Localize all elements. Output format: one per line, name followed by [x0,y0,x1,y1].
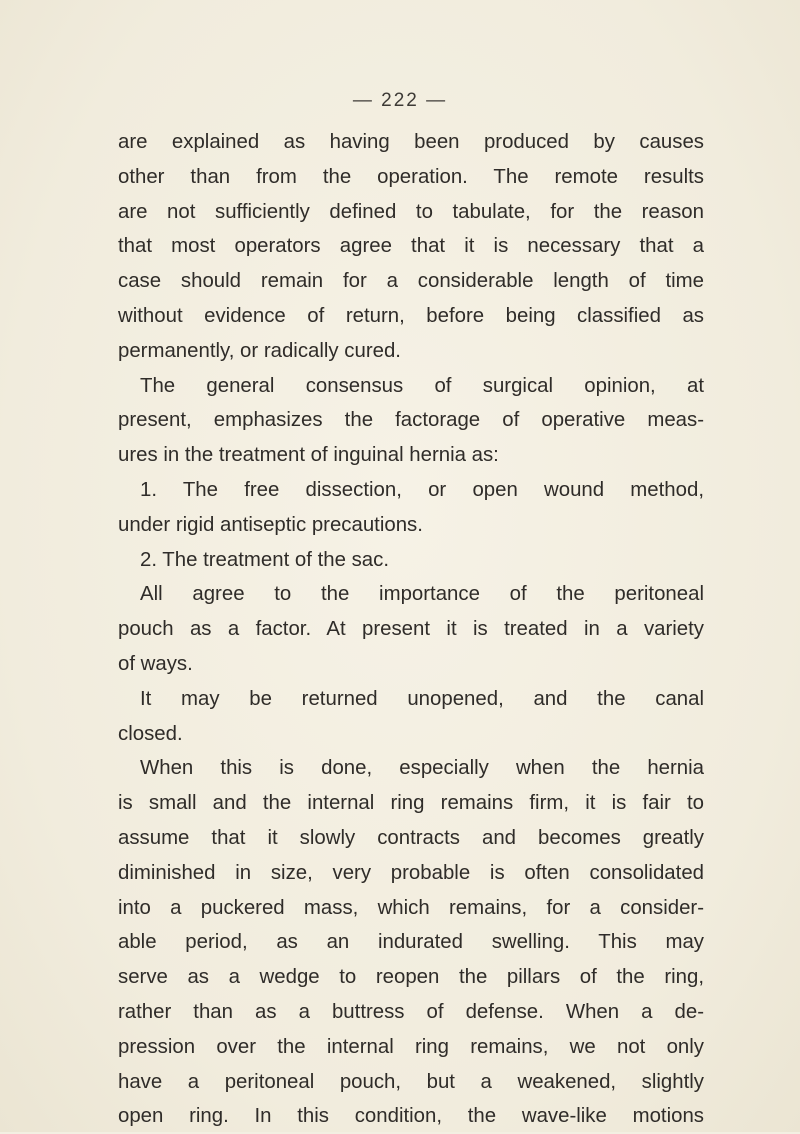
text-line: pouch as a factor. At present it is treated in a variety [118,618,704,641]
text-line: case should remain for a considerable length of time [118,270,704,293]
text-line: permanently, or radically cured. [118,339,401,362]
text-line: present, emphasizes the factorage of operative meas- [118,409,704,432]
text-line: closed. [118,722,183,745]
text-line: The general consensus of surgical opinion, at [140,374,704,397]
text-line: is small and the internal ring remains firm, it is fair to [118,792,704,815]
text-line: that most operators agree that it is necessary that a [118,235,704,258]
text-line: have a peritoneal pouch, but a weakened, slightly [118,1070,704,1093]
text-line: are explained as having been produced by causes [118,131,704,153]
text-line: of ways. [118,652,193,675]
body-text [118,125,704,1134]
text-line: other than from the operation. The remote results [118,165,704,188]
text-line: able period, as an indurated swelling. This may [118,931,704,954]
text-line: When this is done, especially when the hernia [140,757,704,780]
text-line: into a puckered mass, which remains, for a consider- [118,896,704,919]
text-line: rather than as a buttress of defense. When a de- [118,1000,704,1023]
page-number: — 222 — [352,90,448,111]
text-line: under rigid antiseptic precautions. [118,513,423,536]
text-line: ures in the treatment of inguinal hernia as: [118,444,499,467]
text-line: 1. The free dissection, or open wound method, [140,478,704,501]
text-line: All agree to the importance of the peritoneal [140,583,704,606]
text-line: 2. The treatment of the sac. [140,548,389,571]
text-line: are not sufficiently defined to tabulate, for the reason [118,200,704,223]
text-line: serve as a wedge to reopen the pillars of the ring, [118,966,704,989]
text-line: assume that it slowly contracts and becomes greatly [118,826,704,849]
text-line: It may be returned unopened, and the canal [140,687,704,710]
text-line: open ring. In this condition, the wave-like motions [118,1105,704,1128]
text-line: without evidence of return, before being classified as [118,304,704,327]
text-line: diminished in size, very probable is often consolidated [118,861,704,884]
text-line: pression over the internal ring remains, we not only [118,1035,704,1058]
